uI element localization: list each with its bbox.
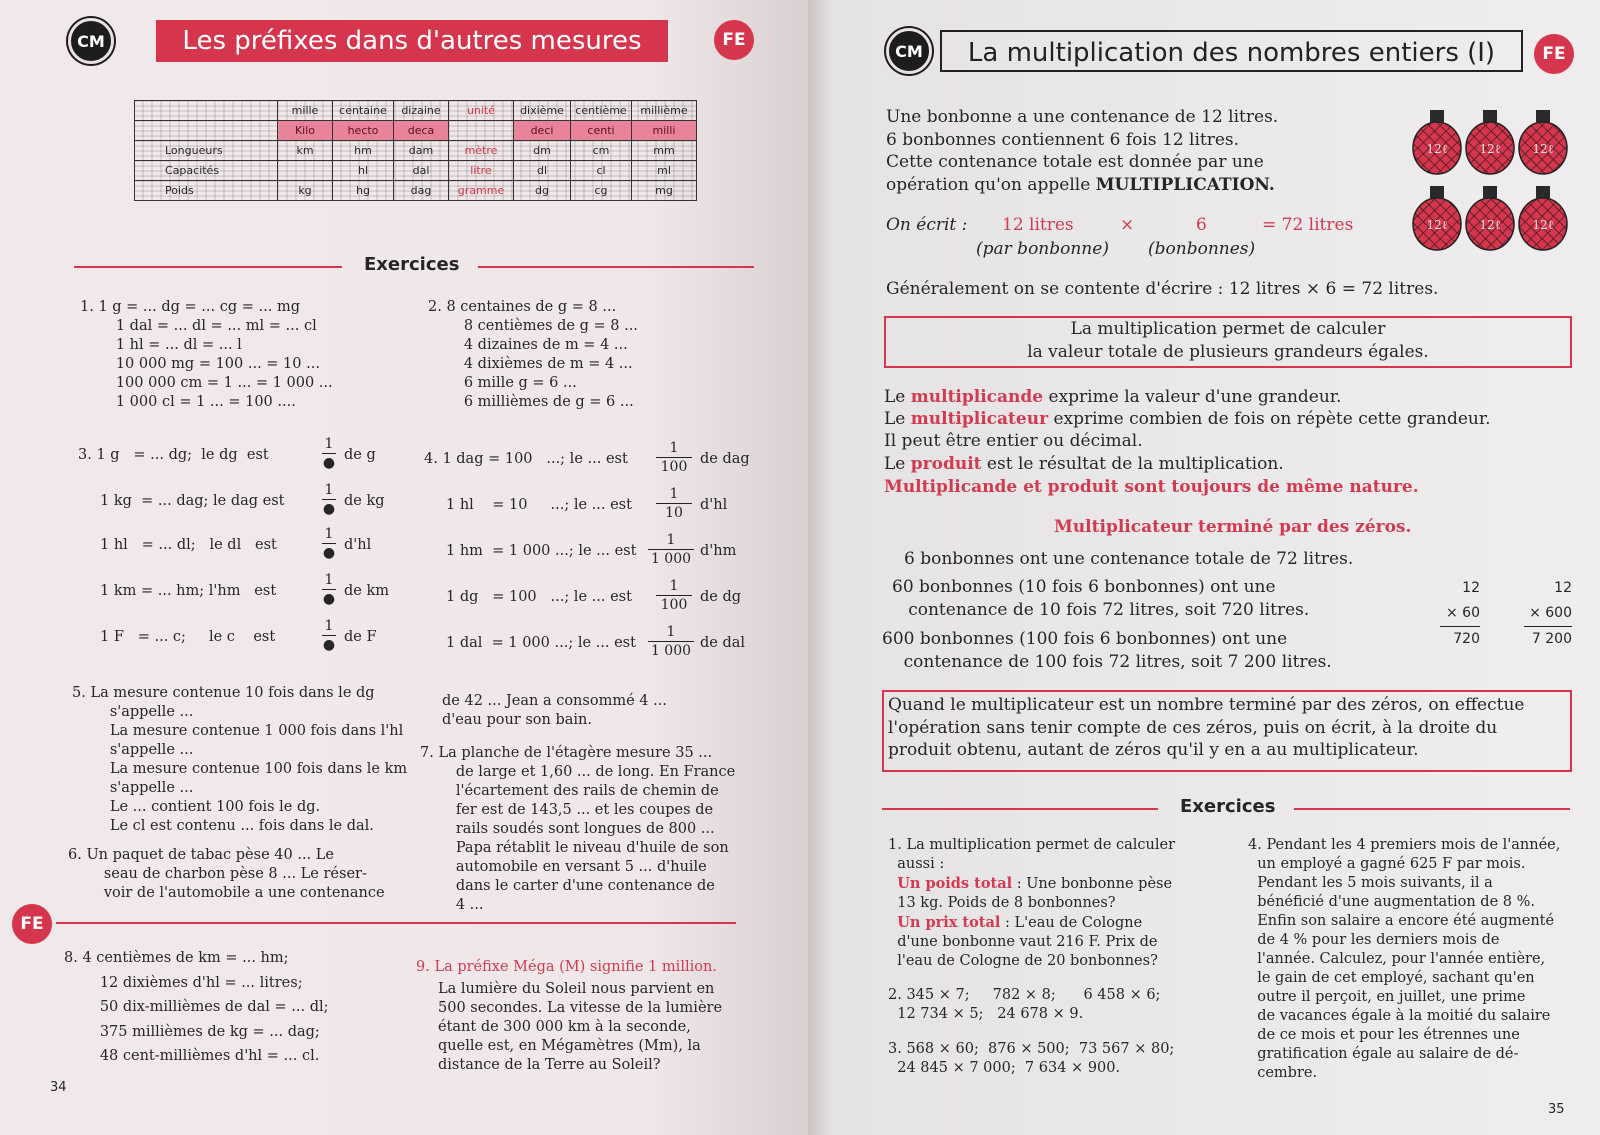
- table-cell: litre: [449, 161, 514, 181]
- nature-rule: Multiplicande et produit sont toujours de même nature.: [884, 477, 1419, 497]
- table-cell: cl: [571, 161, 632, 181]
- equation-note: (bonbonnes): [1148, 239, 1256, 259]
- table-cell: kg: [278, 181, 333, 201]
- fe-badge: FE: [1534, 34, 1574, 74]
- fraction: 1 10: [656, 486, 692, 521]
- exercise-3-line: 1 km = ... hm; l'hm est: [100, 583, 277, 599]
- divider: [56, 922, 736, 924]
- exercices-heading-left: Exercices: [364, 254, 460, 275]
- equation-multiplicande: 12 litres: [1002, 215, 1074, 235]
- table-row: [135, 141, 697, 161]
- table-cell: dam: [394, 141, 449, 161]
- definition-note: Il peut être entier ou décimal.: [884, 431, 1143, 451]
- intro-text: Une bonbonne a une contenance de 12 litres. 6 bonbonnes contiennent 6 fois 12 litres. Cette contenance totale est donnée par une opération qu'on appelle MULTIPLICATION.: [886, 107, 1279, 195]
- exercices-heading-right: Exercices: [1180, 796, 1276, 817]
- table-prefix: [449, 121, 514, 141]
- table-cell: hm: [333, 141, 394, 161]
- table-cell: hl: [333, 161, 394, 181]
- jar-label: 12ℓ: [1426, 142, 1448, 156]
- table-cell: dl: [514, 161, 571, 181]
- table-prefix: deci: [514, 121, 571, 141]
- divider: [478, 266, 754, 268]
- zeros-line: 6 bonbonnes ont une contenance totale de 72 litres.: [904, 549, 1354, 569]
- table-row: [135, 101, 697, 121]
- page-title-left: Les préfixes dans d'autres mesures: [156, 20, 668, 62]
- fraction: 1 100: [656, 440, 692, 475]
- jar-label: 12ℓ: [1532, 218, 1554, 232]
- table-cell: dm: [514, 141, 571, 161]
- jar-label: 12ℓ: [1532, 142, 1554, 156]
- left-page: CM Les préfixes dans d'autres mesures FE mille centaine dizaine unité dixième centième millième Kilo hecto deca deci centi milli Longueurs km hm dam mètre dm cm mm Capacités hl dal litre dl cl ml Poids kg hg dag gramme dg cg mg Exercices 1. 1 g = ... dg = ... cg = ... mg 1 dal = ... dl = ... ml = ... cl 1 hl = ... dl = ... l 10 000 mg = 100 ... = 10 ... 100 000 cm = 1 ... = 1 000 ... 1 000 cl = 1 ... = 100 .... 2. 8 centaines de g = 8 ... 8 centièmes de g = 8 ... 4 dizaines de m = 4 ... 4 dixièmes de m = 4 ... 6 mille g = 6 ... 6 millièmes de g = 6 ... 3. 1 g = ... dg; le dg est 1 ● de g 1 kg = ... dag; le dag est 1 ● de kg 1 hl = ... dl; le dl est 1 ● d'hl 1 km = ... hm; l'hm est 1 ● de km 1 F = ... c; le c est 1 ● de F 4. 1 dag = 100 ...; le ... est 1 100 de dag 1 hl = 10 ...; le ... est 1 10 d'hl 1 hm = 1 000 ...; le ... est 1 1 000 d'hm 1 dg = 100 ...; le ... est 1 100 de dg 1 dal = 1 000 ...; le ... est 1 1 000 de dal 5. La mesure contenue 10 fois dans le dg s'appelle ... La mesure contenue 1 000 fois dans l'hl s'appelle ... La mesure contenue 100 fois dans le km s'appelle ... Le ... contient 100 fois le dg. Le cl est contenu ... fois dans le dal. 6. Un paquet de tabac pèse 40 ... Le seau de charbon pèse 8 ... Le réser- voir de l'automobile a une contenance de 42 ... Jean a consommé 4 ... d'eau pour son bain. 7. La planche de l'étagère mesure 35 ... de large et 1,60 ... de long. En France l'écartement des rails de chemin de fer est de 143,5 ... et les coupes de rails soudés sont longues de 800 ... Papa rétablit le niveau d'huile de son automobile en versant 5 ... d'huile dans le carter d'une contenance de 4 ... FE 8. 4 centièmes de km = ... hm; 12 dixièmes d'hl = ... litres; 50 dix-millièmes de dal = ... dl; 375 millièmes de kg = ... dag; 48 cent-millièmes d'hl = ... cl. 9. La préfixe Méga (M) signifie 1 million. La lumière du Soleil nous parvient en 500 secondes. La vitesse de la lumière étant de 300 000 km à la seconde, quelle est, en Mégamètres (Mm), la distance de la Terre au Soleil? 34: [0, 0, 808, 1135]
- zeros-line: 600 bonbonnes (100 fois 6 bonbonnes) ont une contenance de 100 fois 72 litres, soit 7 200 litres.: [882, 629, 1332, 672]
- table-header: millième: [632, 101, 697, 121]
- exercise-1: 1. 1 g = ... dg = ... cg = ... mg 1 dal = ... dl = ... ml = ... cl 1 hl = ... dl = ... l 10 000 mg = 100 ... = 10 ... 100 000 cm = 1 ... = 1 000 ... 1 000 cl = 1 ... = 100 ....: [80, 299, 333, 410]
- units-table: [134, 100, 697, 201]
- cm-badge: CM: [886, 28, 932, 74]
- jar-label: 12ℓ: [1479, 142, 1501, 156]
- fe-badge: FE: [714, 20, 754, 60]
- exercise-1-right: 1. La multiplication permet de calculer aussi : Un poids total : Une bonbonne pèse 13 kg. Poids de 8 bonbonnes? Un prix total : L'eau de Cologne d'une bonbonne vaut 216 F. Prix de l'eau de Cologne de 20 bonbonnes?: [888, 837, 1176, 969]
- table-header: centième: [571, 101, 632, 121]
- exercise-3-right: 3. 568 × 60; 876 × 500; 73 567 × 80; 24 845 × 7 000; 7 634 × 900.: [888, 1041, 1175, 1076]
- row-label: Longueurs: [135, 141, 278, 161]
- exercise-4-right: 4. Pendant les 4 premiers mois de l'année, un employé a gagné 625 F par mois. Pendant les 5 mois suivants, il a bénéficié d'une augmentation de 8 %. Enfin son salaire a encore été augmenté de 4 % pour les derniers mois de l'année. Calculez, pour l'année entière, le gain de cet employé, sachant qu'en outre il perçoit, en juillet, une prime de vacances égale à la moitié du salaire de ce mois et pour les étrennes une gratification égale au salaire de dé- cembre.: [1248, 837, 1561, 1081]
- exercise-4-line: 1 dal = 1 000 ...; le ... est: [446, 635, 636, 651]
- table-row: [135, 121, 697, 141]
- rule-box: La multiplication permet de calculer la valeur totale de plusieurs grandeurs égales.: [884, 316, 1572, 368]
- table-row: [135, 181, 697, 201]
- exercise-3-line: 3. 1 g = ... dg; le dg est: [78, 447, 269, 463]
- definition-produit: Le produit est le résultat de la multiplication.: [884, 454, 1284, 474]
- table-cell: km: [278, 141, 333, 161]
- calc-7200: 12 × 600 7 200: [1524, 576, 1572, 652]
- on-ecrit-label: On écrit :: [886, 215, 968, 235]
- exercise-6-continued: de 42 ... Jean a consommé 4 ... d'eau pour son bain.: [442, 693, 667, 728]
- exercise-5: 5. La mesure contenue 10 fois dans le dg s'appelle ... La mesure contenue 1 000 fois dans l'hl s'appelle ... La mesure contenue 100 fois dans le km s'appelle ... Le ... contient 100 fois le dg. Le cl est contenu ... fois dans le dal.: [72, 685, 408, 834]
- definition-multiplicateur: Le multiplicateur exprime combien de fois on répète cette grandeur.: [884, 409, 1491, 429]
- table-prefix: centi: [571, 121, 632, 141]
- table-prefix: milli: [632, 121, 697, 141]
- exercise-9: La lumière du Soleil nous parvient en 500 secondes. La vitesse de la lumière étant de 300 000 km à la seconde, quelle est, en Mégamètres (Mm), la distance de la Terre au Soleil?: [438, 981, 723, 1073]
- table-prefix: Kilo: [278, 121, 333, 141]
- fraction: 1 ●: [322, 436, 336, 471]
- divider: [882, 808, 1158, 810]
- exercise-8: 8. 4 centièmes de km = ... hm; 12 dixièmes d'hl = ... litres; 50 dix-millièmes de dal = ... dl; 375 millièmes de kg = ... dag; 48 cent-millièmes d'hl = ... cl.: [64, 950, 329, 1064]
- fraction: 1 1 000: [648, 624, 694, 659]
- table-cell: mm: [632, 141, 697, 161]
- table-cell: gramme: [449, 181, 514, 201]
- table-header: dizaine: [394, 101, 449, 121]
- zeros-rule-box: Quand le multiplicateur est un nombre terminé par des zéros, on effectue l'opération sans tenir compte de ces zéros, puis on écrit, à la droite du produit obtenu, autant de zéros qu'il y en a au multiplicateur.: [882, 690, 1572, 772]
- exercise-7: 7. La planche de l'étagère mesure 35 ... de large et 1,60 ... de long. En France l'écartement des rails de chemin de fer est de 143,5 ... et les coupes de rails soudés sont longues de 800 ... Papa rétablit le niveau d'huile de son automobile en versant 5 ... d'huile dans le carter d'une contenance de 4 ...: [420, 745, 736, 913]
- table-cell: mètre: [449, 141, 514, 161]
- jar-label: 12ℓ: [1479, 218, 1501, 232]
- exercise-9-title: 9. La préfixe Méga (M) signifie 1 million.: [416, 959, 717, 975]
- table-header: unité: [449, 101, 514, 121]
- fraction: 1 ●: [322, 618, 336, 653]
- cm-badge: CM: [68, 18, 114, 64]
- exercise-6: 6. Un paquet de tabac pèse 40 ... Le seau de charbon pèse 8 ... Le réser- voir de l'automobile a une contenance: [68, 847, 385, 901]
- table-cell: mg: [632, 181, 697, 201]
- table-prefix: hecto: [333, 121, 394, 141]
- bonbonnes-illustration: [1412, 108, 1578, 256]
- divider: [1294, 808, 1570, 810]
- fe-badge: FE: [12, 904, 52, 944]
- exercise-4-line: 1 hl = 10 ...; le ... est: [446, 497, 632, 513]
- divider: [74, 266, 342, 268]
- calc-720: 12 × 60 720: [1440, 576, 1480, 652]
- fraction: 1 100: [656, 578, 692, 613]
- page-number-left: 34: [50, 1080, 67, 1095]
- table-cell: hg: [333, 181, 394, 201]
- table-row: [135, 161, 697, 181]
- fraction: 1 ●: [322, 482, 336, 517]
- exercise-3-line: 1 F = ... c; le c est: [100, 629, 276, 645]
- equation-note: (par bonbonne): [976, 239, 1109, 259]
- equation-multiplicateur: 6: [1196, 215, 1207, 235]
- fraction: 1 ●: [322, 572, 336, 607]
- table-header: centaine: [333, 101, 394, 121]
- jar-label: 12ℓ: [1426, 218, 1448, 232]
- row-label: Poids: [135, 181, 278, 201]
- fraction: 1 1 000: [648, 532, 694, 567]
- subsection-title: Multiplicateur terminé par des zéros.: [1054, 517, 1412, 537]
- table-corner: [135, 101, 278, 121]
- table-cell: ml: [632, 161, 697, 181]
- exercise-4-line: 1 dg = 100 ...; le ... est: [446, 589, 632, 605]
- table-header: dixième: [514, 101, 571, 121]
- table-cell: [278, 161, 333, 181]
- equation-result: = 72 litres: [1262, 215, 1354, 235]
- table-cell: dag: [394, 181, 449, 201]
- table-prefix: deca: [394, 121, 449, 141]
- row-label: Capacités: [135, 161, 278, 181]
- page-number-right: 35: [1548, 1102, 1565, 1117]
- exercise-2-right: 2. 345 × 7; 782 × 8; 6 458 × 6; 12 734 × 5; 24 678 × 9.: [888, 987, 1161, 1022]
- general-sentence: Généralement on se contente d'écrire : 12 litres × 6 = 72 litres.: [886, 279, 1439, 299]
- exercise-2: 2. 8 centaines de g = 8 ... 8 centièmes de g = 8 ... 4 dizaines de m = 4 ... 4 dixièmes de m = 4 ... 6 mille g = 6 ... 6 millièmes de g = 6 ...: [428, 299, 638, 410]
- exercise-3-line: 1 kg = ... dag; le dag est: [100, 493, 285, 509]
- fraction: 1 ●: [322, 526, 336, 561]
- page-title-right: La multiplication des nombres entiers (I): [940, 30, 1523, 72]
- exercise-4-line: 4. 1 dag = 100 ...; le ... est: [424, 451, 628, 467]
- exercise-4-line: 1 hm = 1 000 ...; le ... est: [446, 543, 637, 559]
- table-cell: cm: [571, 141, 632, 161]
- table-cell: cg: [571, 181, 632, 201]
- equation-times: ×: [1120, 215, 1135, 235]
- table-header: mille: [278, 101, 333, 121]
- table-cell: dg: [514, 181, 571, 201]
- table-cell: dal: [394, 161, 449, 181]
- zeros-line: 60 bonbonnes (10 fois 6 bonbonnes) ont une contenance de 10 fois 72 litres, soit 720 litres.: [892, 577, 1310, 620]
- definition-multiplicande: Le multiplicande exprime la valeur d'une grandeur.: [884, 387, 1342, 407]
- exercise-3-line: 1 hl = ... dl; le dl est: [100, 537, 277, 553]
